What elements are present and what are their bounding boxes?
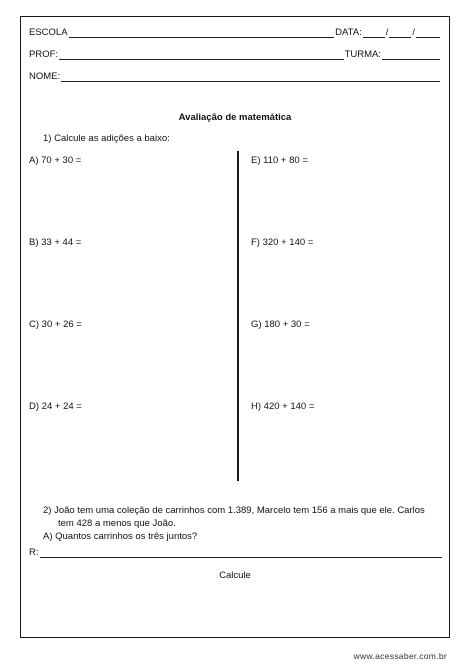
- nome-label: NOME:: [29, 71, 61, 82]
- item-h-expression: 420 + 140 =: [263, 401, 315, 412]
- column-divider: [237, 151, 239, 481]
- item-a: [29, 155, 81, 166]
- item-g-expression: 180 + 30 =: [264, 319, 310, 330]
- data-day-field[interactable]: [363, 27, 385, 38]
- item-e-letter: E): [251, 155, 261, 166]
- data-label: DATA:: [335, 27, 362, 38]
- item-c-letter: C): [29, 319, 40, 330]
- item-f-expression: 320 + 140 =: [262, 237, 314, 248]
- item-f: [251, 237, 313, 248]
- escola-label: ESCOLA: [29, 27, 68, 38]
- data-year-field[interactable]: [416, 27, 440, 38]
- footer-site: www.acessaber.com.br: [353, 651, 447, 661]
- answer-label: R:: [29, 547, 39, 558]
- item-b-expression: 33 + 44 =: [41, 237, 82, 248]
- nome-field[interactable]: [61, 71, 440, 82]
- calcule-label: Calcule: [219, 570, 251, 581]
- item-d-expression: 24 + 24 =: [41, 401, 82, 412]
- data-separator-2: /: [412, 27, 415, 38]
- question-2-subquestion-a: A) Quantos carrinhos os três juntos?: [43, 531, 198, 542]
- data-separator-1: /: [385, 27, 389, 38]
- item-a-expression: 70 + 30 =: [41, 155, 82, 166]
- item-e-expression: 110 + 80 =: [263, 155, 308, 166]
- item-c-expression: 30 + 26 =: [41, 319, 82, 330]
- item-a-letter: A): [29, 155, 39, 166]
- prof-label: PROF:: [29, 49, 59, 60]
- answer-field[interactable]: [40, 547, 443, 558]
- turma-field[interactable]: [382, 49, 440, 60]
- header-nome-row: [29, 71, 441, 82]
- item-b-letter: B): [29, 237, 39, 248]
- item-h: [251, 401, 314, 412]
- item-c: [29, 319, 82, 330]
- item-g: [251, 319, 310, 330]
- header-prof-row: [29, 49, 441, 60]
- question-1-prompt: 1) Calcule as adições a baixo:: [43, 133, 170, 144]
- worksheet-frame: [20, 16, 450, 638]
- item-f-letter: F): [251, 237, 260, 248]
- item-d-letter: D): [29, 401, 40, 412]
- page-title: Avaliação de matemática: [178, 112, 292, 123]
- question-2-line-1: 2) João tem uma coleção de carrinhos com 1.389, Marcelo tem 156 a mais que ele. Carlos: [43, 505, 425, 516]
- question-2-line-2: tem 428 a menos que João.: [58, 518, 176, 529]
- escola-field[interactable]: [69, 27, 335, 38]
- item-d: [29, 401, 82, 412]
- item-g-letter: G): [251, 319, 262, 330]
- data-month-field[interactable]: [389, 27, 411, 38]
- item-h-letter: H): [251, 401, 262, 412]
- turma-label: TURMA:: [344, 49, 381, 60]
- prof-field[interactable]: [59, 49, 344, 60]
- item-e: [251, 155, 308, 166]
- header-escola-row: [29, 27, 441, 38]
- item-b: [29, 237, 81, 248]
- answer-row: [29, 547, 443, 558]
